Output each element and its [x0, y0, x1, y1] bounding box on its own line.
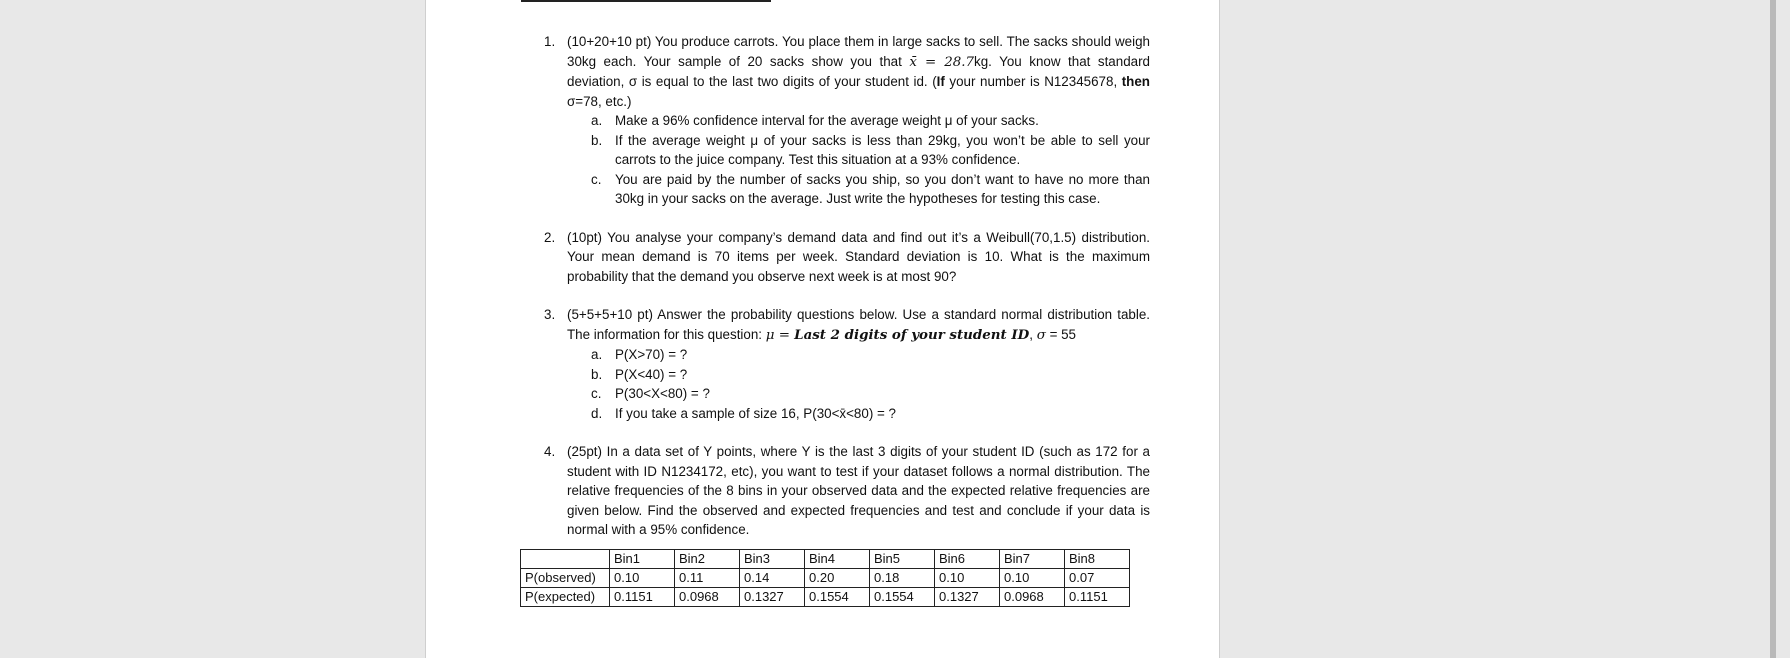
table-cell: 0.18: [870, 569, 935, 588]
question-4: [544, 442, 1150, 540]
document-page: [425, 0, 1220, 658]
table-header-cell: Bin7: [1000, 550, 1065, 569]
table-header-cell: Bin6: [935, 550, 1000, 569]
question-number: 2.: [544, 229, 556, 245]
subquestion-3c: c. P(30<X<80) = ?: [591, 386, 710, 401]
question-text: (25pt) In a data set of Y points, where Y is the last 3 digits of your student ID (such as 172 for a student with ID N1234172, etc), you want to test if your dataset follows a normal distribution. The relative frequencies of the 8 bins in your observed data and the expected relative frequencies are given below. Find the observed and expected frequencies and test and conclude if your data is normal with a 95% confidence.: [567, 444, 1150, 537]
subquestion-3b: b. P(X<40) = ?: [591, 366, 688, 382]
table-header-cell: Bin2: [675, 550, 740, 569]
table-cell: 0.1554: [870, 588, 935, 607]
question-number: 3.: [544, 307, 556, 322]
question-3: [544, 305, 1150, 423]
table-row: [521, 588, 1130, 607]
table-cell: 0.10: [610, 569, 675, 588]
subquestion-list: [591, 345, 1150, 423]
table-cell: 0.20: [805, 569, 870, 588]
table-cell: 0.07: [1065, 569, 1130, 588]
table-cell: 0.10: [935, 569, 1000, 588]
table-header-cell: Bin8: [1065, 550, 1130, 569]
question-1: [544, 32, 1150, 209]
table-header-cell: Bin3: [740, 550, 805, 569]
question-text: (10pt) You analyse your company’s demand data and find out it’s a Weibull(70,1.5) distribution. Your mean demand is 70 items per week. Standard deviation is 10. What is the maximum probability that the demand you observe next week is at most 90?: [567, 229, 1150, 284]
subquestion-3d: d. If you take a sample of size 16, P(30<x̄<80) = ?: [591, 405, 896, 421]
sample-mean: x̄ = 28.7: [909, 54, 975, 70]
table-cell: 0.11: [675, 569, 740, 588]
table-cell: 0.1151: [610, 588, 675, 607]
frequency-table: [520, 549, 1130, 607]
scrollbar-thumb[interactable]: [1770, 0, 1776, 658]
question-text: (10+20+10 pt) You produce carrots. You place them in large sacks to sell. The sacks should weigh 30kg each. Your sample of 20 sacks show you that x̄ = 28.7kg. You know that standard deviation, σ is equal to the last two digits of your student id. (If your number is N12345678, then σ=78, etc.): [567, 34, 1150, 109]
table-header-cell: Bin1: [610, 550, 675, 569]
table-cell: 0.1327: [935, 588, 1000, 607]
table-cell: 0.0968: [1000, 588, 1065, 607]
table-cell: 0.1554: [805, 588, 870, 607]
subquestion-1c: c. You are paid by the number of sacks you ship, so you don’t want to have no more than 30kg in your sacks on the average. Just write the hypotheses for testing this case.: [591, 171, 1150, 206]
question-2: [544, 228, 1150, 287]
table-cell: 0.1151: [1065, 588, 1130, 607]
header-rule: [521, 0, 771, 2]
table-cell: [521, 550, 610, 569]
table-row-label: P(observed): [521, 569, 610, 588]
question-number: 4.: [544, 444, 556, 459]
table-cell: 0.14: [740, 569, 805, 588]
table-header-cell: Bin4: [805, 550, 870, 569]
subquestion-1b: b. If the average weight μ of your sacks is less than 29kg, you won’t be able to sell your carrots to the juice company. Test this situation at a 93% confidence.: [591, 132, 1150, 167]
table-cell: 0.10: [1000, 569, 1065, 588]
subquestion-list: [591, 111, 1150, 209]
table-cell: 0.1327: [740, 588, 805, 607]
table-row-label: P(expected): [521, 588, 610, 607]
question-number: 1.: [544, 34, 556, 49]
question-text: (5+5+5+10 pt) Answer the probability questions below. Use a standard normal distribution table. The information for this question: μ = Last 2 digits of your student ID, σ = 55: [567, 307, 1150, 343]
table-row: [521, 569, 1130, 588]
subquestion-1a: a. Make a 96% confidence interval for the average weight μ of your sacks.: [591, 113, 1039, 128]
table-cell: 0.0968: [675, 588, 740, 607]
subquestion-3a: a. P(X>70) = ?: [591, 347, 688, 362]
table-header-cell: Bin5: [870, 550, 935, 569]
table-header-row: [521, 550, 1130, 569]
question-list: [544, 32, 1150, 559]
